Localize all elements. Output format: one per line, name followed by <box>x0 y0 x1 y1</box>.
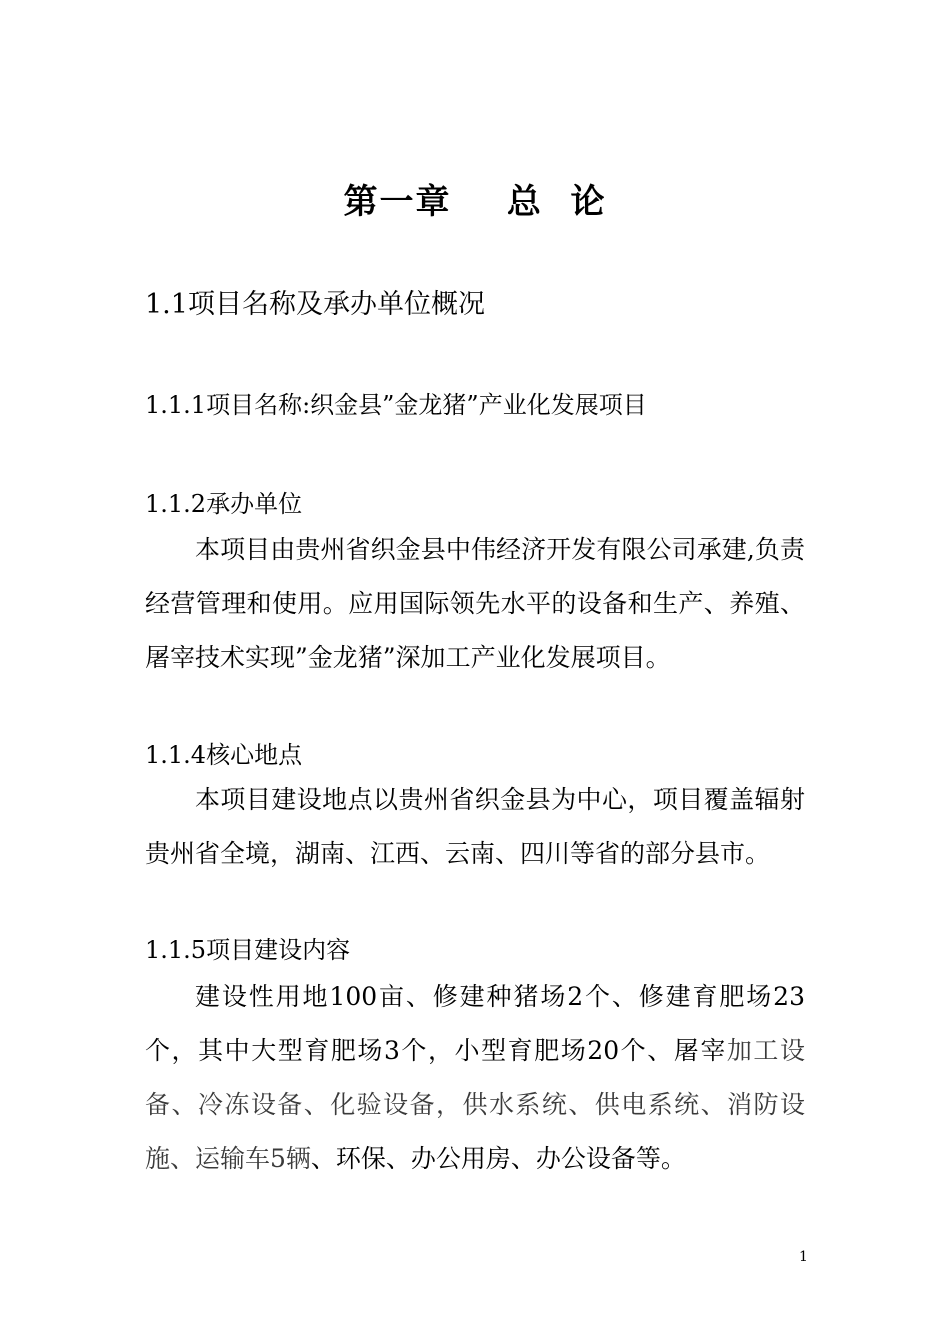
section-heading-1-1: 1.1项目名称及承办单位概况 <box>145 289 485 320</box>
construction-text-part-3: 、环保、办公用房、办公设备等。 <box>310 1144 686 1173</box>
paragraph-location: 本项目建设地点以贵州省织金县为中心，项目覆盖辐射贵州省全境，湖南、江西、云南、四川等省的部分县市。 <box>145 785 805 868</box>
chapter-title: 第一章 总 论 <box>343 182 607 222</box>
page-number: 1 <box>799 1249 808 1265</box>
subsection-heading-1-1-1: 1.1.1项目名称:织金县”金龙猪”产业化发展项目 <box>145 391 647 419</box>
construction-text-part-1: 建设性用地100亩、修建种猪场2个、修建育肥场23个，其中大型育肥场3个，小型育肥场20个、屠宰 <box>145 982 805 1065</box>
paragraph-construction-content <box>145 970 805 1186</box>
subsection-heading-1-1-5: 1.1.5项目建设内容 <box>145 936 351 964</box>
subsection-heading-1-1-2: 1.1.2承办单位 <box>145 490 303 518</box>
construction-text-part-2: 加工设备、冷冻设备、化验设备，供水系统、供电系统、消防设施、运输车5辆 <box>145 1036 805 1173</box>
paragraph-contractor: 本项目由贵州省织金县中伟经济开发有限公司承建,负责经营管理和使用。应用国际领先水平的设备和生产、养殖、屠宰技术实现”金龙猪”深加工产业化发展项目。 <box>145 535 805 672</box>
subsection-heading-1-1-4: 1.1.4核心地点 <box>145 741 303 769</box>
